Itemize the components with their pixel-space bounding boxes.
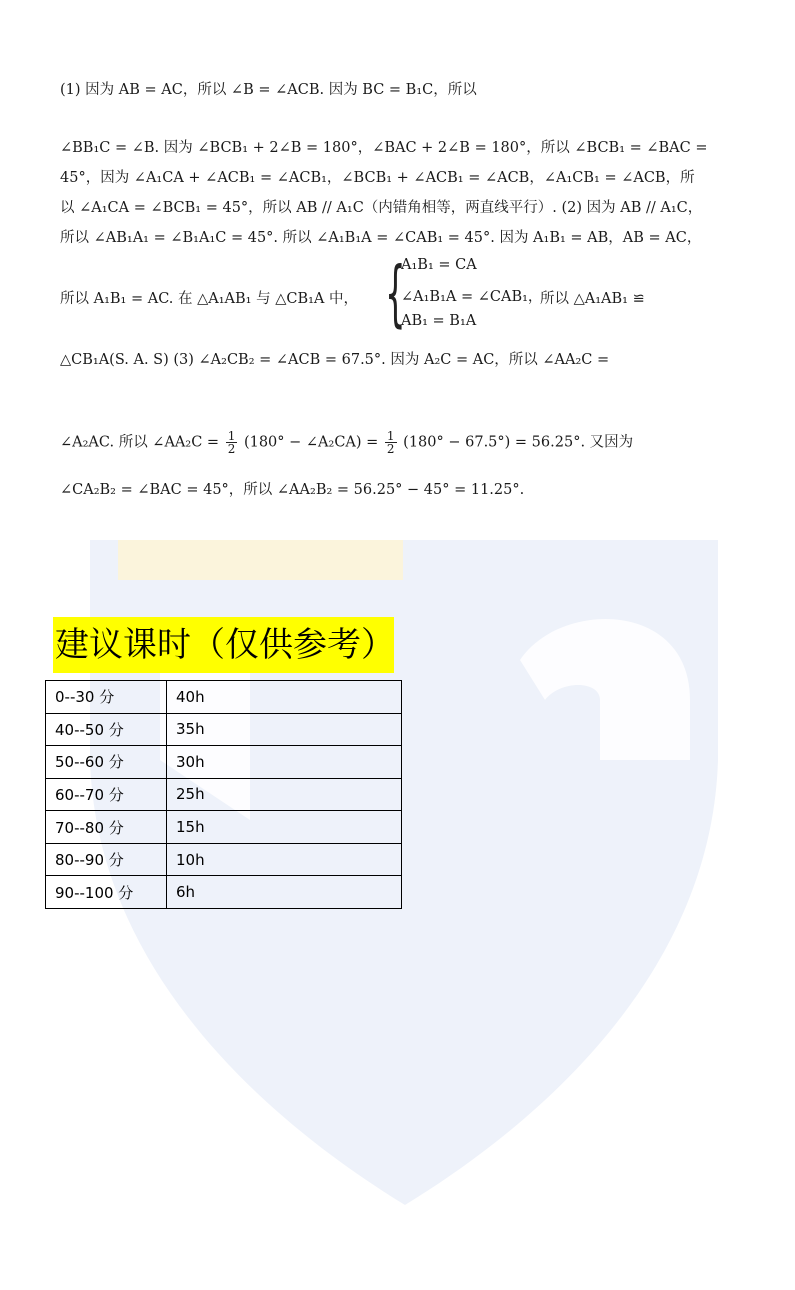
score-cell: 70--80 分 bbox=[46, 811, 167, 844]
equation-system bbox=[385, 251, 543, 335]
table-row bbox=[46, 746, 402, 779]
hours-cell: 35h bbox=[167, 713, 402, 746]
table-row bbox=[46, 843, 402, 876]
fraction-one-half: $\frac{1}{2}$ bbox=[227, 429, 236, 456]
score-cell: 0--30 分 bbox=[46, 681, 167, 714]
score-cell: 90--100 分 bbox=[46, 876, 167, 909]
solution-line-1: (1) 因为 AB = AC，所以 ∠B = ∠ACB. 因为 BC = B₁C，所以 bbox=[60, 82, 477, 98]
hours-cell: 30h bbox=[167, 746, 402, 779]
table-row bbox=[46, 811, 402, 844]
line-8-part-b: (180° − ∠A₂CA) = bbox=[243, 434, 379, 451]
hours-cell: 6h bbox=[167, 876, 402, 909]
solution-text-block bbox=[60, 72, 708, 512]
solution-line-8 bbox=[60, 430, 633, 455]
score-cell: 40--50 分 bbox=[46, 713, 167, 746]
fraction-one-half-2: $\frac{1}{2}$ bbox=[386, 429, 395, 456]
table-row bbox=[46, 713, 402, 746]
hours-table bbox=[45, 680, 402, 909]
hours-cell: 40h bbox=[167, 681, 402, 714]
line-8-part-c: (180° − 67.5°) = 56.25°. 又因为 bbox=[403, 434, 634, 451]
solution-line-6a: 所以 A₁B₁ = AC. 在 △A₁AB₁ 与 △CB₁A 中， bbox=[60, 291, 358, 307]
system-equation-1: A₁B₁ = CA bbox=[401, 257, 477, 273]
hours-cell: 25h bbox=[167, 778, 402, 811]
suggested-hours-heading: 建议课时（仅供参考） bbox=[53, 617, 394, 673]
line-8-part-a: ∠A₂AC. 所以 ∠AA₂C = bbox=[60, 434, 220, 451]
table-row bbox=[46, 876, 402, 909]
solution-line-7: △CB₁A(S. A. S) (3) ∠A₂CB₂ = ∠ACB = 67.5°. 因为 A₂C = AC，所以 ∠AA₂C = bbox=[60, 352, 610, 368]
left-brace-icon: { bbox=[385, 251, 406, 335]
solution-line-5: 所以 ∠AB₁A₁ = ∠B₁A₁C = 45°. 所以 ∠A₁B₁A = ∠CAB₁ = 45°. 因为 A₁B₁ = AB，AB = AC， bbox=[60, 230, 702, 246]
score-cell: 50--60 分 bbox=[46, 746, 167, 779]
solution-line-3: 45°，因为 ∠A₁CA + ∠ACB₁ = ∠ACB₁，∠BCB₁ + ∠ACB₁ = ∠ACB，∠A₁CB₁ = ∠ACB，所 bbox=[60, 170, 695, 186]
hours-cell: 10h bbox=[167, 843, 402, 876]
solution-line-2: ∠BB₁C = ∠B. 因为 ∠BCB₁ + 2∠B = 180°，∠BAC + 2∠B = 180°，所以 ∠BCB₁ = ∠BAC = bbox=[60, 140, 708, 156]
solution-line-9: ∠CA₂B₂ = ∠BAC = 45°，所以 ∠AA₂B₂ = 56.25° − 45° = 11.25°. bbox=[60, 482, 525, 498]
score-cell: 60--70 分 bbox=[46, 778, 167, 811]
solution-line-4: 以 ∠A₁CA = ∠BCB₁ = 45°，所以 AB // A₁C（内错角相等，两直线平行）. (2) 因为 AB // A₁C， bbox=[60, 200, 703, 216]
system-equation-3: AB₁ = B₁A bbox=[401, 313, 477, 329]
system-equation-2: ∠A₁B₁A = ∠CAB₁， bbox=[401, 289, 543, 305]
score-cell: 80--90 分 bbox=[46, 843, 167, 876]
table-row bbox=[46, 778, 402, 811]
hours-cell: 15h bbox=[167, 811, 402, 844]
table-row bbox=[46, 681, 402, 714]
solution-line-6b: 所以 △A₁AB₁ ≌ bbox=[540, 291, 645, 307]
